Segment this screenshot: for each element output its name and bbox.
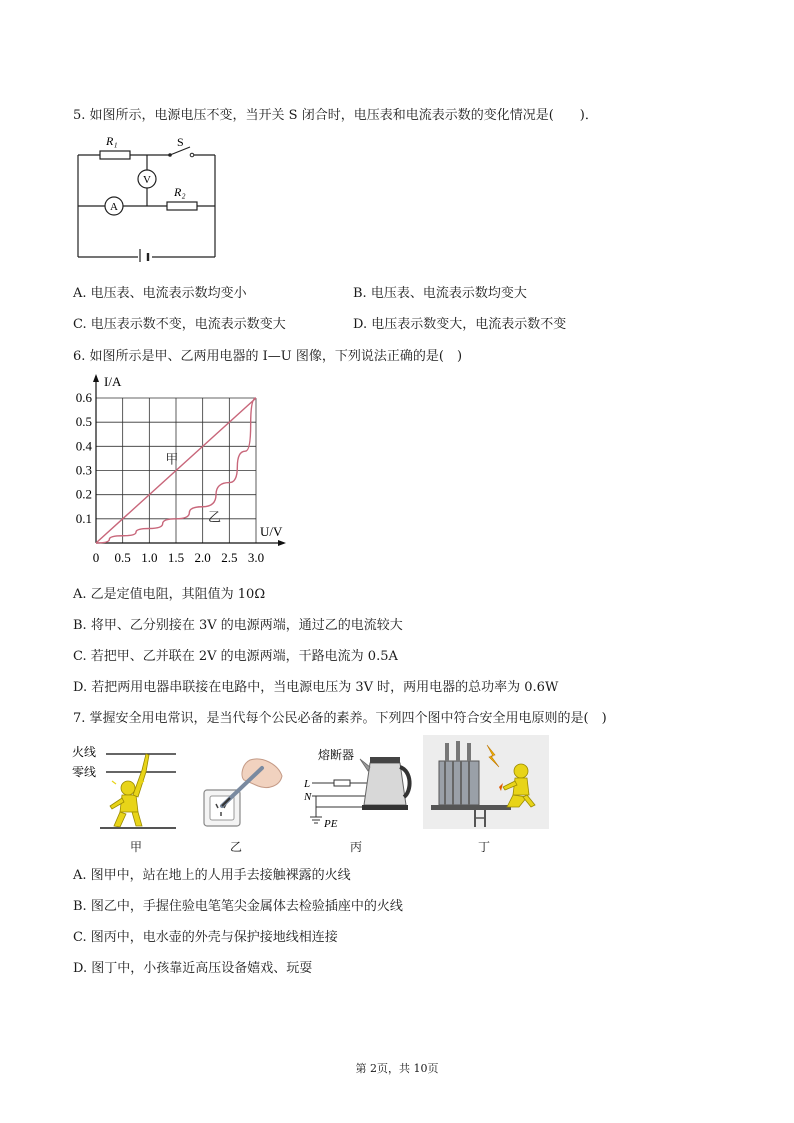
x-axis-label: U/V [260,524,283,539]
figure-yi-caption: 乙 [230,840,243,854]
iu-chart [68,368,298,576]
q5-option-a: A. 电压表、电流表示数均变小 [73,286,247,301]
y-axis-arrow [93,374,99,382]
live-wire-label: 火线 [72,745,97,759]
hand-holding-pen-icon [222,759,282,806]
series-label-yi: 乙 [208,509,222,525]
q7-stem: 7. 掌握安全用电常识，是当代每个公民必备的素养。下列四个图中符合安全用电原则的是( ) [73,711,607,726]
l-label: L [304,778,311,790]
q5-stem: 5. 如图所示，电源电压不变，当开关 S 闭合时，电压表和电流表示数的变化情况是( )． [73,108,598,123]
y-tick-label: 0.1 [75,510,92,526]
y-tick-label: 0.3 [75,462,92,478]
figure-yi-test-pen [190,750,290,832]
r2-resistor [167,202,197,210]
q5-option-c: C. 电压表示数不变，电流表示数变大 [73,317,286,332]
ammeter-label: A [110,201,118,213]
series-label-jia: 甲 [165,451,179,467]
q7-option-a: A. 图甲中，站在地上的人用手去接触裸露的火线 [73,868,351,883]
x-tick-label: 2.5 [221,550,238,565]
y-tick-label: 0.6 [75,390,92,405]
q5-option-d: D. 电压表示数变大，电流表示数不变 [353,317,567,332]
y-axis-label: I/A [104,374,122,389]
switch-label: S [177,135,184,149]
figure-jia-caption: 甲 [130,840,143,854]
figure-ding-caption: 丁 [478,840,491,854]
x-tick-label: 1.5 [167,550,185,565]
x-axis-arrow [278,540,286,546]
switch-pivot [168,153,172,157]
q7-option-c: C. 图丙中，电水壶的外壳与保护接地线相连接 [73,930,338,945]
figure-bing-kettle-ground [300,745,415,833]
q7-option-b: B. 图乙中，手握住验电笔笔尖金属体去检验插座中的火线 [73,899,403,914]
y-tick-label: 0.5 [75,414,92,430]
x-tick-label: 1.0 [141,550,158,565]
q5-option-b: B. 电压表、电流表示数均变大 [353,286,527,301]
x-tick-label: 3.0 [247,550,265,565]
figure-jia-live-wire [70,740,180,832]
page-footer: 第 2页，共 10页 [355,1062,439,1075]
x-tick-label: 0.5 [114,550,131,565]
fuse-label: 熔断器 [318,748,355,762]
q5-circuit-diagram [70,130,230,262]
x-tick-label: 0 [92,550,100,565]
q6-option-c: C. 若把甲、乙并联在 2V 的电源两端，干路电流为 0.5A [73,649,398,664]
q6-stem: 6. 如图所示是甲、乙两用电器的 I—U 图像，下列说法正确的是( ) [73,349,463,364]
r2-label: R₂ [174,185,186,199]
electric-kettle-icon [360,757,410,810]
q7-option-d: D. 图丁中，小孩靠近高压设备嬉戏、玩耍 [73,961,313,976]
y-tick-label: 0.2 [75,486,92,502]
person-touching-wire-icon [110,754,149,827]
fuse-icon [334,780,350,786]
figure-ding-high-voltage [423,735,549,829]
figure-bing-caption: 丙 [350,840,363,854]
pe-label: PE [324,818,338,830]
n-label: N [304,791,312,803]
q6-option-d: D. 若把两用电器串联接在电路中，当电源电压为 3V 时，两用电器的总功率为 0.6W [73,680,559,695]
y-tick-label: 0.4 [75,438,92,454]
x-tick-label: 2.0 [194,550,211,565]
switch-contact [190,153,194,157]
r1-label: R₁ [106,134,118,148]
voltmeter-label: V [143,174,151,186]
neutral-wire-label: 零线 [72,765,97,779]
q6-option-a: A. 乙是定值电阻，其阻值为 10Ω [73,587,266,602]
r1-resistor [100,151,130,159]
q6-option-b: B. 将甲、乙分别接在 3V 的电源两端，通过乙的电流较大 [73,618,403,633]
